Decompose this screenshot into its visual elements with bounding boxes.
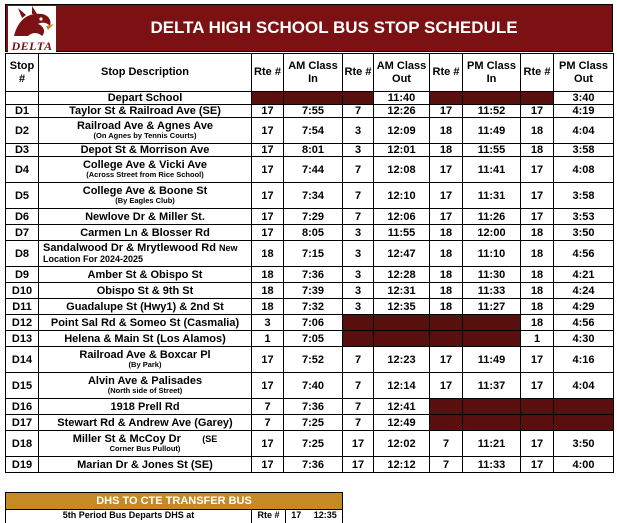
route-cell: 18 <box>521 283 554 299</box>
am-out-cell: 12:08 <box>374 157 430 183</box>
table-row <box>6 92 614 105</box>
route-cell: 17 <box>343 457 374 473</box>
am-out-cell: 11:55 <box>374 225 430 241</box>
description-cell: Newlove Dr & Miller St. <box>39 209 252 225</box>
route-cell: 18 <box>430 267 463 283</box>
route-cell: 17 <box>521 347 554 373</box>
route-cell: 7 <box>343 157 374 183</box>
table-row <box>6 241 614 267</box>
blank-cell <box>463 415 521 431</box>
transfer-header-row <box>6 493 343 510</box>
pm-out-cell: 4:24 <box>554 283 614 299</box>
blank-cell <box>521 399 554 415</box>
am-out-cell: 12:06 <box>374 209 430 225</box>
am-in-cell: 7:06 <box>284 315 343 331</box>
route-cell: 18 <box>521 118 554 144</box>
route-cell: 3 <box>252 315 284 331</box>
stop-cell: D6 <box>6 209 39 225</box>
pm-in-cell: 11:52 <box>463 105 521 118</box>
am-in-cell: 7:44 <box>284 157 343 183</box>
pm-out-cell: 4:04 <box>554 118 614 144</box>
stop-cell: D17 <box>6 415 39 431</box>
am-out-cell: 11:40 <box>374 92 430 105</box>
route-cell: 17 <box>430 183 463 209</box>
table-row <box>6 347 614 373</box>
route-cell: 1 <box>252 331 284 347</box>
route-cell: 18 <box>521 241 554 267</box>
transfer-rte: 17 <box>291 510 302 520</box>
route-cell: 17 <box>521 373 554 399</box>
route-cell: 17 <box>521 431 554 457</box>
transfer-title: DHS TO CTE TRANSFER BUS <box>6 493 343 510</box>
pm-in-cell: 11:33 <box>463 457 521 473</box>
route-cell: 7 <box>430 431 463 457</box>
description-cell <box>39 157 252 183</box>
description-cell: Depot St & Morrison Ave <box>39 144 252 157</box>
am-in-cell: 7:34 <box>284 183 343 209</box>
am-in-cell: 7:36 <box>284 457 343 473</box>
blank-cell <box>284 92 343 105</box>
blank-cell <box>430 331 463 347</box>
am-in-cell: 7:54 <box>284 118 343 144</box>
route-cell: 17 <box>430 209 463 225</box>
am-out-cell: 12:28 <box>374 267 430 283</box>
route-cell: 17 <box>521 209 554 225</box>
pm-in-cell: 11:30 <box>463 267 521 283</box>
route-cell: 17 <box>252 431 284 457</box>
transfer-rte-label: Rte # <box>252 510 286 523</box>
route-cell: 18 <box>430 283 463 299</box>
route-cell: 17 <box>252 105 284 118</box>
bus-schedule-table <box>5 53 614 473</box>
pm-in-cell: 11:27 <box>463 299 521 315</box>
route-cell: 17 <box>430 157 463 183</box>
description-cell <box>39 347 252 373</box>
route-cell: 7 <box>343 183 374 209</box>
blank-cell <box>343 315 374 331</box>
pm-out-cell: 3:40 <box>554 92 614 105</box>
col-header-am-in: AM Class In <box>284 54 343 92</box>
am-out-cell: 12:01 <box>374 144 430 157</box>
description-cell: 1918 Prell Rd <box>39 399 252 415</box>
stop-cell: D13 <box>6 331 39 347</box>
description-cell: Amber St & Obispo St <box>39 267 252 283</box>
pm-in-cell: 11:41 <box>463 157 521 183</box>
route-cell: 18 <box>521 225 554 241</box>
am-in-cell: 7:40 <box>284 373 343 399</box>
route-cell: 17 <box>252 209 284 225</box>
route-cell: 7 <box>343 399 374 415</box>
route-cell: 7 <box>430 457 463 473</box>
pm-out-cell: 4:04 <box>554 373 614 399</box>
table-row <box>6 331 614 347</box>
description-note-start: (SE <box>202 434 218 444</box>
blank-cell <box>554 399 614 415</box>
table-row <box>6 315 614 331</box>
description-main: Railroad Ave & Boxcar Pl <box>79 349 211 361</box>
route-cell: 18 <box>430 118 463 144</box>
route-cell: 18 <box>430 299 463 315</box>
pm-out-cell: 4:30 <box>554 331 614 347</box>
description-cell: Carmen Ln & Blosser Rd <box>39 225 252 241</box>
description-main: College Ave & Boone St <box>82 185 208 197</box>
route-cell: 18 <box>521 299 554 315</box>
route-cell: 17 <box>430 105 463 118</box>
stop-cell: D1 <box>6 105 39 118</box>
table-row <box>6 373 614 399</box>
description-note: Corner Bus Pullout) <box>109 444 181 453</box>
page-title: DELTA HIGH SCHOOL BUS STOP SCHEDULE <box>150 18 518 37</box>
blank-cell <box>463 399 521 415</box>
stop-cell: D16 <box>6 399 39 415</box>
transfer-label: 5th Period Bus Departs DHS at <box>6 510 252 523</box>
pm-out-cell: 4:56 <box>554 315 614 331</box>
pm-out-cell: 3:50 <box>554 225 614 241</box>
stop-cell: D10 <box>6 283 39 299</box>
table-row <box>6 399 614 415</box>
table-row <box>6 299 614 315</box>
description-note: (By Eagles Club) <box>115 196 175 205</box>
delta-logo <box>8 6 56 52</box>
description-main: Railroad Ave & Agnes Ave <box>76 120 214 132</box>
route-cell: 18 <box>430 241 463 267</box>
description-cell: Depart School <box>39 92 252 105</box>
description-main: Alvin Ave & Palisades <box>87 375 203 387</box>
am-in-cell: 8:05 <box>284 225 343 241</box>
route-cell: 17 <box>252 118 284 144</box>
col-header-pm-out: PM Class Out <box>554 54 614 92</box>
am-out-cell: 12:09 <box>374 118 430 144</box>
blank-cell <box>521 415 554 431</box>
am-in-cell: 8:01 <box>284 144 343 157</box>
logo-text: DELTA <box>11 39 53 53</box>
col-header-description: Stop Description <box>39 54 252 92</box>
stop-cell: D8 <box>6 241 39 267</box>
description-note: (On Agnes by Tennis Courts) <box>93 131 197 140</box>
blank-cell <box>521 92 554 105</box>
route-cell: 18 <box>252 267 284 283</box>
route-cell: 17 <box>252 373 284 399</box>
am-in-cell: 7:39 <box>284 283 343 299</box>
am-out-cell: 12:23 <box>374 347 430 373</box>
transfer-rte-time <box>286 510 343 523</box>
stop-cell: D11 <box>6 299 39 315</box>
route-cell: 17 <box>521 457 554 473</box>
description-note: (Across Street from Rice School) <box>86 170 204 179</box>
pm-out-cell: 3:58 <box>554 144 614 157</box>
route-cell: 18 <box>521 144 554 157</box>
table-row <box>6 209 614 225</box>
schedule-header <box>5 4 613 52</box>
stop-cell: D4 <box>6 157 39 183</box>
route-cell: 1 <box>521 331 554 347</box>
route-cell: 17 <box>252 183 284 209</box>
route-cell: 18 <box>521 315 554 331</box>
route-cell: 17 <box>252 225 284 241</box>
route-cell: 3 <box>343 283 374 299</box>
blank-cell <box>252 92 284 105</box>
route-cell: 7 <box>343 347 374 373</box>
am-out-cell: 12:47 <box>374 241 430 267</box>
description-note: (North side of Street) <box>107 386 183 395</box>
col-header-rte: Rte # <box>521 54 554 92</box>
am-in-cell: 7:36 <box>284 399 343 415</box>
blank-cell <box>554 415 614 431</box>
am-in-cell: 7:52 <box>284 347 343 373</box>
pm-in-cell: 11:26 <box>463 209 521 225</box>
pm-in-cell: 11:21 <box>463 431 521 457</box>
table-row <box>6 457 614 473</box>
am-out-cell: 12:14 <box>374 373 430 399</box>
table-row <box>6 105 614 118</box>
col-header-am-out: AM Class Out <box>374 54 430 92</box>
description-cell <box>39 431 252 457</box>
stop-cell: D9 <box>6 267 39 283</box>
stop-cell: D14 <box>6 347 39 373</box>
blank-cell <box>374 331 430 347</box>
pm-in-cell: 11:55 <box>463 144 521 157</box>
route-cell: 17 <box>430 373 463 399</box>
route-cell: 17 <box>430 347 463 373</box>
route-cell: 17 <box>521 157 554 183</box>
pm-out-cell: 4:56 <box>554 241 614 267</box>
table-row <box>6 431 614 457</box>
route-cell: 18 <box>430 225 463 241</box>
am-in-cell: 7:25 <box>284 431 343 457</box>
am-out-cell: 12:02 <box>374 431 430 457</box>
pm-out-cell: 4:08 <box>554 157 614 183</box>
description-main: Miller St & McCoy Dr <box>72 433 181 445</box>
table-row <box>6 225 614 241</box>
route-cell: 17 <box>521 183 554 209</box>
table-header-row <box>6 54 614 92</box>
pm-out-cell: 3:58 <box>554 183 614 209</box>
am-in-cell: 7:15 <box>284 241 343 267</box>
stop-cell: D19 <box>6 457 39 473</box>
am-in-cell: 7:05 <box>284 331 343 347</box>
blank-cell <box>343 331 374 347</box>
description-cell: Point Sal Rd & Someo St (Casmalia) <box>39 315 252 331</box>
blank-cell <box>430 315 463 331</box>
stop-cell: D5 <box>6 183 39 209</box>
am-out-cell: 12:10 <box>374 183 430 209</box>
transfer-row <box>6 510 343 523</box>
pm-in-cell: 11:10 <box>463 241 521 267</box>
am-out-cell: 12:12 <box>374 457 430 473</box>
table-row <box>6 183 614 209</box>
route-cell: 17 <box>252 457 284 473</box>
route-cell: 18 <box>252 283 284 299</box>
col-header-stop: Stop # <box>6 54 39 92</box>
stop-cell <box>6 92 39 105</box>
col-header-rte: Rte # <box>430 54 463 92</box>
description-cell: Obispo St & 9th St <box>39 283 252 299</box>
pm-in-cell: 11:31 <box>463 183 521 209</box>
route-cell: 7 <box>343 373 374 399</box>
description-cell <box>39 373 252 399</box>
table-row <box>6 157 614 183</box>
stop-cell: D18 <box>6 431 39 457</box>
am-in-cell: 7:32 <box>284 299 343 315</box>
stop-cell: D7 <box>6 225 39 241</box>
route-cell: 3 <box>343 225 374 241</box>
am-out-cell: 12:41 <box>374 399 430 415</box>
pm-in-cell: 11:37 <box>463 373 521 399</box>
route-cell: 18 <box>252 299 284 315</box>
pm-out-cell: 3:53 <box>554 209 614 225</box>
col-header-rte: Rte # <box>252 54 284 92</box>
route-cell: 3 <box>343 144 374 157</box>
am-out-cell: 12:26 <box>374 105 430 118</box>
blank-cell <box>343 92 374 105</box>
table-row <box>6 415 614 431</box>
blank-cell <box>463 92 521 105</box>
stop-cell: D15 <box>6 373 39 399</box>
am-out-cell: 12:49 <box>374 415 430 431</box>
blank-cell <box>463 315 521 331</box>
route-cell: 7 <box>343 209 374 225</box>
route-cell: 3 <box>343 299 374 315</box>
table-row <box>6 118 614 144</box>
pm-out-cell: 4:19 <box>554 105 614 118</box>
description-cell <box>39 183 252 209</box>
route-cell: 3 <box>343 267 374 283</box>
description-cell: Taylor St & Railroad Ave (SE) <box>39 105 252 118</box>
pm-out-cell: 3:50 <box>554 431 614 457</box>
col-header-rte: Rte # <box>343 54 374 92</box>
am-in-cell: 7:25 <box>284 415 343 431</box>
description-cell <box>39 118 252 144</box>
blank-cell <box>430 415 463 431</box>
route-cell: 7 <box>343 105 374 118</box>
pm-out-cell: 4:29 <box>554 299 614 315</box>
pm-out-cell: 4:21 <box>554 267 614 283</box>
am-in-cell: 7:55 <box>284 105 343 118</box>
table-row <box>6 144 614 157</box>
route-cell: 17 <box>252 157 284 183</box>
route-cell: 17 <box>252 144 284 157</box>
pm-out-cell: 4:00 <box>554 457 614 473</box>
route-cell: 3 <box>343 118 374 144</box>
stop-cell: D2 <box>6 118 39 144</box>
pm-in-cell: 11:33 <box>463 283 521 299</box>
pm-out-cell: 4:16 <box>554 347 614 373</box>
stop-cell: D3 <box>6 144 39 157</box>
description-note: New Location For 2024-2025 <box>43 242 238 264</box>
table-row <box>6 267 614 283</box>
transfer-time: 12:35 <box>313 510 337 520</box>
route-cell: 7 <box>252 399 284 415</box>
pm-in-cell: 11:49 <box>463 347 521 373</box>
am-out-cell: 12:31 <box>374 283 430 299</box>
stop-cell: D12 <box>6 315 39 331</box>
description-main: College Ave & Vicki Ave <box>82 159 208 171</box>
description-cell <box>39 241 252 267</box>
route-cell: 7 <box>343 415 374 431</box>
route-cell: 18 <box>521 267 554 283</box>
am-in-cell: 7:36 <box>284 267 343 283</box>
am-out-cell: 12:35 <box>374 299 430 315</box>
route-cell: 18 <box>430 144 463 157</box>
am-in-cell: 7:29 <box>284 209 343 225</box>
route-cell: 7 <box>252 415 284 431</box>
pm-in-cell: 11:49 <box>463 118 521 144</box>
table-row <box>6 283 614 299</box>
route-cell: 18 <box>252 241 284 267</box>
blank-cell <box>374 315 430 331</box>
transfer-bus-table <box>5 492 343 523</box>
blank-cell <box>430 399 463 415</box>
route-cell: 17 <box>343 431 374 457</box>
description-main: Sandalwood Dr & Mrytlewood Rd <box>43 241 216 254</box>
blank-cell <box>463 331 521 347</box>
description-cell: Stewart Rd & Andrew Ave (Garey) <box>39 415 252 431</box>
description-cell: Helena & Main St (Los Alamos) <box>39 331 252 347</box>
description-cell: Guadalupe St (Hwy1) & 2nd St <box>39 299 252 315</box>
description-note: (By Park) <box>128 360 162 369</box>
pm-in-cell: 12:00 <box>463 225 521 241</box>
blank-cell <box>430 92 463 105</box>
route-cell: 17 <box>252 347 284 373</box>
route-cell: 3 <box>343 241 374 267</box>
description-cell: Marian Dr & Jones St (SE) <box>39 457 252 473</box>
route-cell: 17 <box>521 105 554 118</box>
col-header-pm-in: PM Class In <box>463 54 521 92</box>
